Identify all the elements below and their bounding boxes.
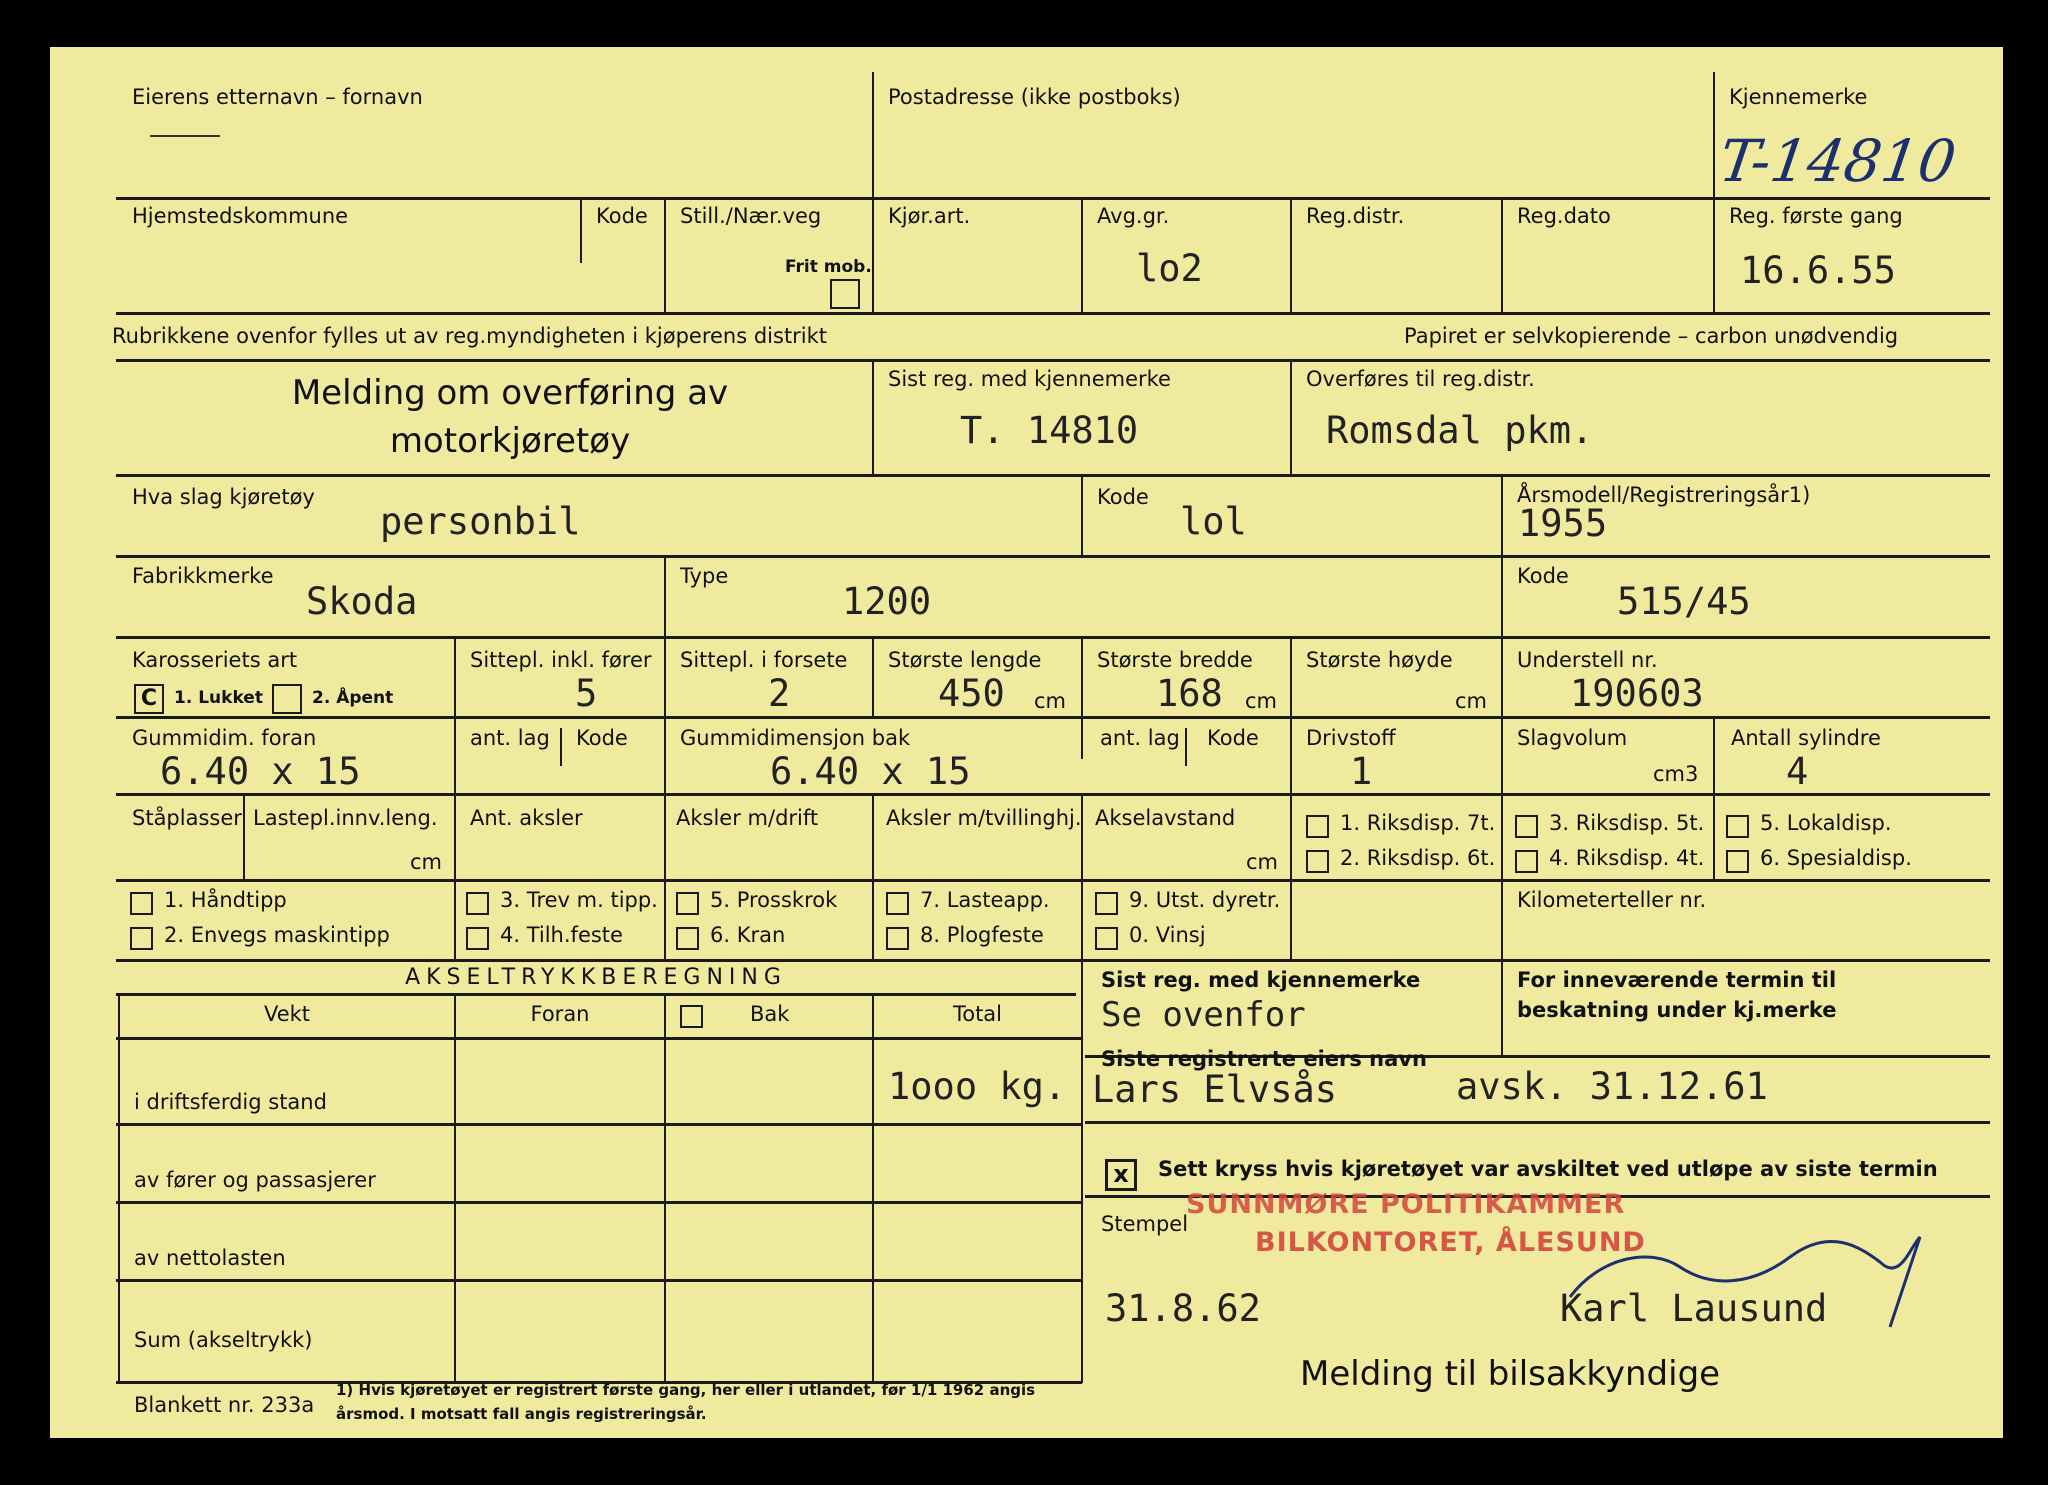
length-unit: cm [1034,689,1067,713]
divider [1713,719,1715,793]
divider [1081,882,1083,959]
footnote-line2: årsmod. I motsatt fall angis registreringsår. [336,1405,707,1423]
e7-label: 7. Lasteapp. [920,888,1050,912]
free-mob-label: Frit mob. [785,257,872,277]
col-weight: Vekt [263,1002,311,1026]
width-value: 168 [1156,672,1223,715]
standing-label: Ståplasser [132,806,242,830]
note-left: Rubrikkene ovenfor fylles ut av reg.myndigheten i kjøperens distrikt [112,324,828,348]
e4-checkbox[interactable] [466,927,489,950]
divider [1290,359,1292,474]
e9-label: 9. Utst. dyretr. [1129,888,1281,912]
divider [454,719,456,793]
displacement-label: Slagvolum [1517,726,1628,750]
e6-checkbox[interactable] [676,927,699,950]
divider [872,639,874,716]
divider [116,197,1990,200]
prev-reg-value: Se ovenfor [1101,995,1306,1035]
divider [116,555,1990,558]
reg-date-label: Reg.dato [1517,204,1611,228]
disp4-label: 4. Riksdisp. 4t. [1549,846,1705,870]
rear-checkbox[interactable] [680,1005,703,1028]
transfer-to-value: Romsdal pkm. [1326,409,1594,452]
prev-reg-label: Sist reg. med kjennemerke [1101,968,1421,992]
front-seats-value: 2 [768,672,791,715]
e3-checkbox[interactable] [466,892,489,915]
municipality-label: Hjemstedskommune [132,204,349,228]
e9-checkbox[interactable] [1095,892,1118,915]
divider [664,882,666,959]
col-total: Total [952,1002,1003,1026]
divider [1501,558,1503,636]
vehicle-kind-label: Hva slag kjøretøy [132,485,315,509]
divider [116,636,1990,639]
load-length-label: Lastepl.innv.leng. [253,806,438,830]
make-code-value: 515/45 [1617,580,1751,623]
type-label: Type [680,564,729,588]
open-label: 2. Åpent [312,688,394,708]
e6-label: 6. Kran [710,923,786,947]
divider [664,993,666,1383]
e5-checkbox[interactable] [676,892,699,915]
divider [454,993,456,1383]
chassis-value: 190603 [1570,672,1704,715]
note-right: Papiret er selvkopierende – carbon unødvendig [1404,324,1899,348]
divider [580,200,582,263]
disp3-checkbox[interactable] [1515,815,1538,838]
divider [116,1201,1082,1204]
e1-checkbox[interactable] [130,892,153,915]
e8-checkbox[interactable] [886,927,909,950]
divider [872,993,874,1383]
e3-label: 3. Trev m. tipp. [500,888,658,912]
year-value: 1955 [1518,502,1608,545]
divider [664,719,666,793]
divider [1081,719,1083,759]
col-front: Foran [530,1002,590,1026]
divider [116,793,1990,796]
disp4-checkbox[interactable] [1515,850,1538,873]
divider [1501,200,1503,312]
operational-total: 1ooo kg. [888,1065,1067,1108]
divider [116,879,1990,882]
redacted-mark [150,135,220,137]
deregistered-checkbox[interactable]: x [1105,1159,1137,1191]
stamp-line2: BILKONTORET, ÅLESUND [1255,1227,1646,1258]
disp5-checkbox[interactable] [1726,815,1749,838]
divider [1501,477,1503,555]
seats-label: Sittepl. inkl. fører [470,648,652,672]
stamp-label: Stempel [1101,1212,1189,1236]
driven-axles-label: Aksler m/drift [676,806,819,830]
divider [1185,728,1187,766]
divider [1501,962,1503,1055]
length-label: Største lengde [888,648,1042,672]
disp1-label: 1. Riksdisp. 7t. [1340,811,1496,835]
divider [872,882,874,959]
deregistered-value: avsk. 31.12.61 [1456,1065,1768,1108]
tyre-code-label-rear: Kode [1207,726,1259,750]
height-label: Største høyde [1306,648,1453,672]
closed-label: 1. Lukket [174,688,263,708]
divider [1081,639,1083,716]
reg-mark-handwritten: T-14810 [1715,127,1961,195]
stamp-line1: SUNNMØRE POLITIKAMMER [1186,1189,1626,1220]
year-label: Årsmodell/Registreringsår1) [1517,483,1811,507]
divider [1501,719,1503,793]
owner-label: Eierens etternavn – fornavn [132,85,423,109]
width-label: Største bredde [1097,648,1253,672]
divider [243,796,245,879]
tyre-rear-label: Gummidimensjon bak [680,726,911,750]
displacement-unit: cm3 [1653,762,1699,786]
divider [872,359,874,474]
address-label: Postadresse (ikke postboks) [888,85,1181,109]
blankett-number: Blankett nr. 233a [134,1393,315,1417]
divider [116,716,1990,719]
disp2-checkbox[interactable] [1306,850,1329,873]
e0-checkbox[interactable] [1095,927,1118,950]
axle-distance-unit: cm [1246,850,1279,874]
divider [1501,639,1503,716]
divider [1501,882,1503,959]
divider [116,1037,1082,1040]
e8-label: 8. Plogfeste [920,923,1044,947]
e0-label: 0. Vinsj [1129,923,1206,947]
plies-label-rear: ant. lag [1100,726,1180,750]
load-length-unit: cm [410,850,443,874]
divider [1290,882,1292,959]
e4-label: 4. Tilh.feste [500,923,623,947]
axle-load-title: AKSELTRYKKBEREGNING [405,965,787,990]
divider [1290,639,1292,716]
stamp-date: 31.8.62 [1105,1287,1261,1330]
closed-checkbox[interactable]: C [134,684,164,714]
drive-type-label: Kjør.art. [888,204,971,228]
code-label: Kode [596,204,648,228]
length-value: 450 [938,672,1005,715]
divider [116,312,1990,315]
registration-card [50,47,2003,1438]
cylinders-label: Antall sylindre [1731,726,1881,750]
tyre-front-label: Gummidim. foran [132,726,317,750]
row-net-load: av nettolasten [134,1246,286,1270]
tyre-code-label: Kode [576,726,628,750]
divider [116,993,1076,996]
tax-group-label: Avg.gr. [1097,204,1170,228]
disp3-label: 3. Riksdisp. 5t. [1549,811,1705,835]
divider [1290,796,1292,879]
odometer-label: Kilometerteller nr. [1517,888,1707,912]
front-seats-label: Sittepl. i forsete [680,648,848,672]
fuel-value: 1 [1350,750,1373,793]
divider [1085,1121,1990,1124]
tyre-front-value: 6.40 x 15 [160,750,361,793]
reg-district-label: Reg.distr. [1306,204,1405,228]
divider [872,796,874,879]
signer-name: Karl Lausund [1560,1287,1828,1330]
free-mob-checkbox[interactable] [830,279,860,309]
open-checkbox[interactable] [272,684,302,714]
e2-label: 2. Envegs maskintipp [164,923,390,947]
e1-label: 1. Håndtipp [164,888,287,912]
col-rear: Bak [750,1002,790,1026]
tax-group-value: lo2 [1136,247,1203,290]
divider [1713,72,1715,200]
first-reg-label: Reg. første gang [1729,204,1903,228]
divider [118,993,120,1383]
disp6-label: 6. Spesialdisp. [1760,846,1912,870]
divider [116,359,1990,362]
bottom-title: Melding til bilsakkyndige [1300,1354,1721,1394]
disp1-checkbox[interactable] [1306,815,1329,838]
width-unit: cm [1245,689,1278,713]
kind-code-label: Kode [1097,485,1149,509]
last-reg-label: Sist reg. med kjennemerke [888,367,1171,391]
divider [1081,477,1083,555]
tyre-rear-value: 6.40 x 15 [770,750,971,793]
deregistered-check-label: Sett kryss hvis kjøretøyet var avskiltet ved utløpe av siste termin [1158,1157,1938,1181]
e5-label: 5. Prosskrok [710,888,838,912]
divider [1290,719,1292,793]
divider [1290,200,1292,312]
axle-count-label: Ant. aksler [470,806,583,830]
signature-scribble [1560,1227,1980,1337]
axle-distance-label: Akselavstand [1095,806,1236,830]
fuel-label: Drivstoff [1306,726,1396,750]
row-operational: i driftsferdig stand [134,1090,327,1114]
divider [116,959,1990,962]
cylinders-value: 4 [1786,750,1809,793]
height-unit: cm [1455,689,1488,713]
body-type-label: Karosseriets art [132,648,298,672]
divider [454,796,456,879]
divider [664,558,666,636]
e7-checkbox[interactable] [886,892,909,915]
divider [1081,962,1083,1383]
row-driver-passengers: av fører og passasjerer [134,1168,376,1192]
kind-code-value: lol [1180,500,1247,543]
divider [454,882,456,959]
last-reg-value: T. 14810 [960,409,1139,452]
twin-axles-label: Aksler m/tvillinghj. [886,806,1082,830]
seats-value: 5 [575,672,598,715]
divider [116,474,1990,477]
make-value: Skoda [306,580,418,623]
divider [1713,200,1715,312]
divider [1081,200,1083,312]
make-label: Fabrikkmerke [132,564,274,588]
footnote-line1: 1) Hvis kjøretøyet er registrert første gang, her eller i utlandet, før 1/1 1962 angis [336,1381,1036,1399]
divider [454,639,456,716]
divider [1501,796,1503,879]
last-owner-label: Siste registrerte eiers navn [1101,1047,1427,1071]
divider [1713,796,1715,879]
type-value: 1200 [842,580,932,623]
row-sum: Sum (akseltrykk) [134,1328,313,1352]
reg-mark-label: Kjennemerke [1729,85,1868,109]
disp6-checkbox[interactable] [1726,850,1749,873]
divider [116,1123,1082,1126]
e2-checkbox[interactable] [130,927,153,950]
divider [872,200,874,312]
disp5-label: 5. Lokaldisp. [1760,811,1892,835]
divider [664,796,666,879]
divider [664,639,666,716]
last-owner-value: Lars Elvsås [1092,1068,1338,1111]
still-road-label: Still./Nær.veg [680,204,822,228]
tax-note: For inneværende termin til beskatning under kj.merke [1517,968,1837,1022]
plies-label: ant. lag [470,726,550,750]
divider [116,1279,1082,1282]
chassis-label: Understell nr. [1517,648,1658,672]
divider [560,728,562,766]
disp2-label: 2. Riksdisp. 6t. [1340,846,1496,870]
make-code-label: Kode [1517,564,1569,588]
divider [872,72,874,200]
transfer-to-label: Overføres til reg.distr. [1306,367,1535,391]
first-reg-value: 16.6.55 [1740,249,1896,292]
vehicle-kind-value: personbil [380,500,581,543]
form-title: Melding om overføring av motorkjøretøy [291,373,729,461]
divider [664,200,666,312]
